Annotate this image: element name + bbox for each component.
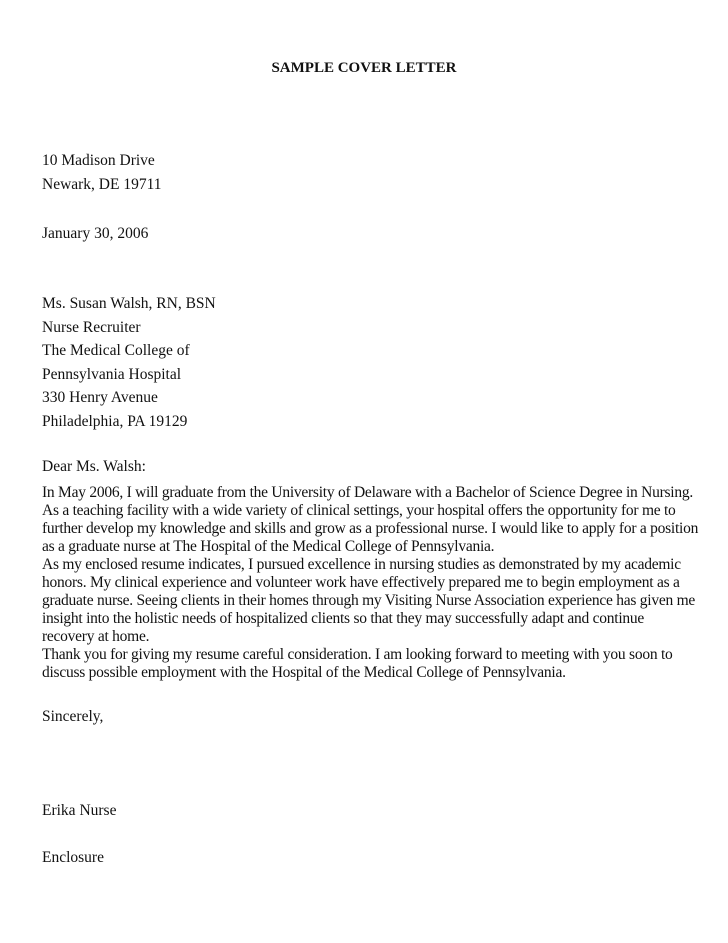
recipient-address [42, 295, 216, 437]
recipient-line: Pennsylvania Hospital [42, 365, 182, 383]
recipient-line: The Medical College of [42, 342, 190, 360]
paragraph-line: insight into the holistic needs of hospitalized clients so that they may successfully adapt and continue [42, 610, 645, 627]
paragraph-line: As my enclosed resume indicates, I pursued excellence in nursing studies as demonstrated by my academic [42, 556, 681, 573]
letter-date: January 30, 2006 [42, 225, 149, 242]
paragraph-line: discuss possible employment with the Hospital of the Medical College of Pennsylvania. [42, 664, 566, 681]
paragraph-line: Thank you for giving my resume careful consideration. I am looking forward to meeting with you soon to [42, 646, 673, 663]
paragraph-line: as a graduate nurse at The Hospital of the Medical College of Pennsylvania. [42, 538, 495, 555]
paragraph-line: As a teaching facility with a wide variety of clinical settings, your hospital offers the opportunity for me to [42, 502, 676, 519]
recipient-line: Nurse Recruiter [42, 318, 141, 336]
document-title: SAMPLE COVER LETTER [271, 60, 457, 76]
signature-name: Erika Nurse [42, 802, 117, 819]
closing: Sincerely, [42, 708, 104, 725]
salutation: Dear Ms. Walsh: [42, 458, 146, 475]
address-line: Newark, DE 19711 [42, 175, 162, 193]
paragraph-line: recovery at home. [42, 628, 150, 645]
recipient-line: Philadelphia, PA 19129 [42, 412, 188, 430]
body-paragraph-2 [42, 556, 695, 646]
address-line: 10 Madison Drive [42, 152, 155, 169]
paragraph-line: further develop my knowledge and skills and grow as a professional nurse. I would like to apply for a position [42, 520, 699, 537]
body-paragraph-3 [42, 646, 673, 682]
body-paragraph-1 [42, 484, 698, 556]
enclosure-note: Enclosure [42, 849, 104, 866]
paragraph-line: graduate nurse. Seeing clients in their homes through my Visiting Nurse Association experience has given me [42, 592, 696, 609]
sender-address [42, 152, 162, 199]
recipient-line: 330 Henry Avenue [42, 389, 158, 407]
paragraph-line: In May 2006, I will graduate from the University of Delaware with a Bachelor of Science Degree in Nursing. [42, 484, 693, 501]
paragraph-line: honors. My clinical experience and volunteer work have effectively prepared me to begin employment as a [42, 574, 680, 591]
recipient-line: Ms. Susan Walsh, RN, BSN [42, 295, 216, 312]
